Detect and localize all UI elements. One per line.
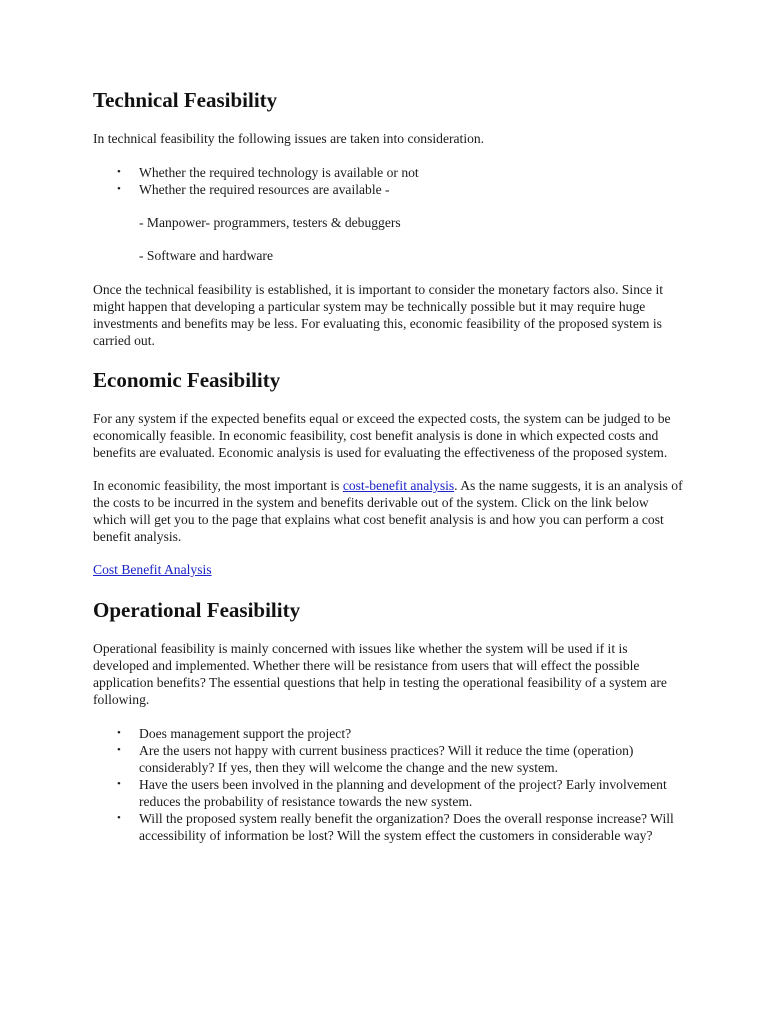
cost-benefit-analysis-inline-link[interactable]: cost-benefit analysis xyxy=(342,478,455,493)
list-item-text: Will the proposed system really benefit the organization? Does the overall response increase? Will accessibility of information be lost? Will the system effect the customers in considerable way? xyxy=(139,811,674,843)
economic-paragraph-2 xyxy=(93,477,683,545)
list-item-text: Whether the required technology is available or not xyxy=(139,165,419,180)
list-item xyxy=(93,742,683,776)
list-item xyxy=(93,725,683,742)
list-item-text: Whether the required resources are available - xyxy=(139,182,390,197)
economic-paragraph-2-lead: In economic feasibility, the most important is xyxy=(93,478,343,493)
economic-paragraph-2-tail: . As the name suggests, it is an analysis of the costs to be incurred in the system and benefits derivable out of the system. Click on the link below which will get you to the page that explains what cost benefit analysis is and how you can perform a cost benefit analysis. xyxy=(93,478,683,544)
list-item-text: Does management support the project? xyxy=(139,726,352,741)
heading-operational-feasibility: Operational Feasibility xyxy=(93,598,301,622)
technical-issues-list xyxy=(93,164,683,198)
bullet-icon: • xyxy=(117,166,121,178)
list-item-text: Have the users been involved in the planning and development of the project? Early involvement reduces the probability of resistance towards the new system. xyxy=(139,777,667,809)
bullet-icon: • xyxy=(117,744,121,756)
bullet-icon: • xyxy=(117,778,121,790)
operational-questions-list xyxy=(93,725,683,844)
list-item xyxy=(93,164,683,181)
operational-intro-paragraph: Operational feasibility is mainly concerned with issues like whether the system will be used if it is developed and implemented. Whether there will be resistance from users that will effect the possible application benefits? The essential questions that help in testing the operational feasibility of a system are following. xyxy=(93,641,667,707)
list-item xyxy=(93,810,683,844)
bullet-icon: • xyxy=(117,727,121,739)
list-item xyxy=(93,181,683,198)
cost-benefit-analysis-link[interactable]: Cost Benefit Analysis xyxy=(93,562,212,577)
bullet-icon: • xyxy=(117,183,121,195)
list-item xyxy=(93,776,683,810)
sub-item-software: - Software and hardware xyxy=(139,248,273,263)
sub-item-manpower: - Manpower- programmers, testers & debuggers xyxy=(139,215,401,230)
document-body xyxy=(93,86,683,844)
economic-paragraph-1: For any system if the expected benefits equal or exceed the expected costs, the system can be judged to be economically feasible. In economic feasibility, cost benefit analysis is done in which expected costs and benefits are evaluated. Economic analysis is used for evaluating the effectiveness of the proposed system. xyxy=(93,411,671,460)
heading-economic-feasibility: Economic Feasibility xyxy=(93,368,281,392)
technical-intro-paragraph: In technical feasibility the following issues are taken into consideration. xyxy=(93,131,485,146)
technical-monetary-paragraph: Once the technical feasibility is established, it is important to consider the monetary factors also. Since it might happen that developing a particular system may be technically possible but it may require huge investments and benefits may be less. For evaluating this, economic feasibility of the proposed system is carried out. xyxy=(93,282,664,348)
cost-benefit-analysis-link-paragraph xyxy=(93,561,683,578)
bullet-icon: • xyxy=(117,812,121,824)
heading-technical-feasibility: Technical Feasibility xyxy=(93,88,278,112)
list-item-text: Are the users not happy with current business practices? Will it reduce the time (operation) considerably? If yes, then they will welcome the change and the new system. xyxy=(139,743,634,775)
